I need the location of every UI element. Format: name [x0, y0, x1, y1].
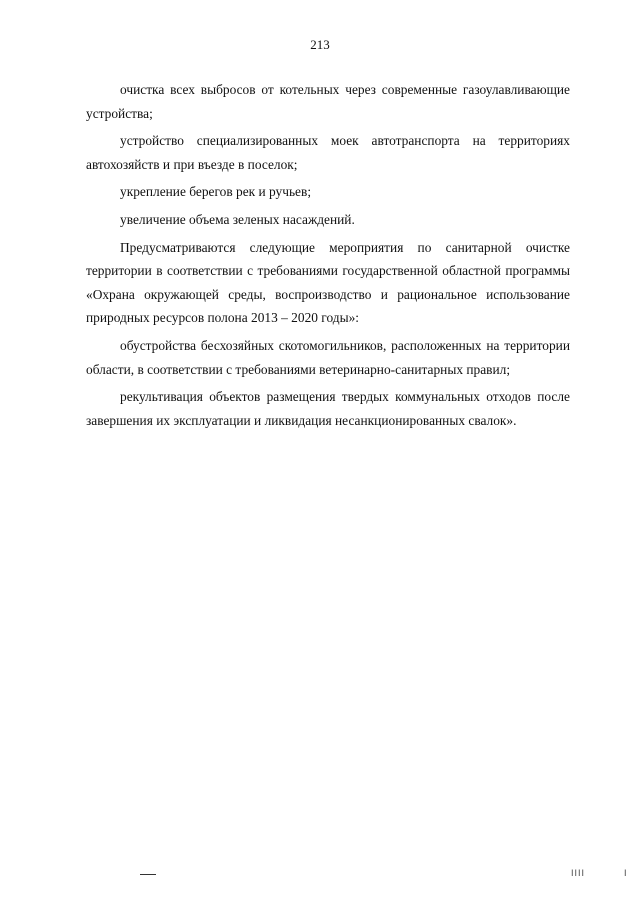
paragraph-river-banks: укрепление берегов рек и ручьев; — [120, 184, 312, 200]
page-number: 213 — [310, 37, 330, 52]
footer-edge-mark: I — [624, 868, 627, 878]
paragraph-gas-cleaning: очистка всех выбросов от котельных через современные газоулавливающие устройства; — [86, 82, 570, 121]
paragraph-sanitary-measures: Предусматриваются следующие мероприятия по санитарной очистке территории в соответствии с требованиями государственной областной программы «Охрана окружающей среды, воспроизводство и рациональное использование природных ресурсов полона 2013 – 2020 годы»: — [86, 239, 570, 326]
document-body — [86, 78, 570, 436]
paragraph-green-areas: увеличение объема зеленых насаждений. — [120, 211, 355, 227]
footer-dash — [140, 874, 156, 875]
footer-scan-mark: IIII — [571, 868, 586, 878]
paragraph-burial-grounds: обустройства бесхозяйных скотомогильников, расположенных на территории области, в соответствии с требованиями ветеринарно-санитарных правил; — [86, 337, 570, 377]
paragraph-waste-recultivation: рекультивация объектов размещения твердых коммунальных отходов после завершения их эксплуатации и ликвидация несанкционированных свалок». — [86, 389, 570, 428]
paragraph-car-wash: устройство специализированных моек автотранспорта на территориях автохозяйств и при въезде в поселок; — [86, 133, 570, 172]
